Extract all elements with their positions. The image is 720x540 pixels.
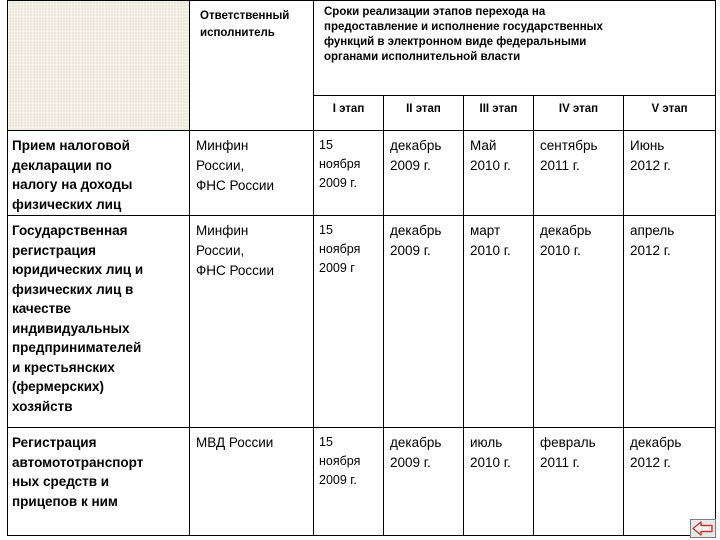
header-terms: [314, 1, 716, 96]
implementation-schedule-table: [7, 0, 716, 536]
stage-cell: [314, 428, 384, 536]
stage-line: 2009 г.: [319, 176, 357, 190]
stage-line: ноября: [319, 242, 361, 256]
table-row: [8, 216, 716, 428]
row-label-line: Государственная: [12, 223, 128, 238]
row-label-line: ных средств и: [12, 474, 110, 489]
stage-header-2: II этап: [384, 96, 464, 131]
stage-line: 2009 г.: [390, 243, 431, 258]
header-corner-cell: [8, 1, 190, 131]
row-label-line: автомототранспорт: [12, 454, 144, 470]
stage-line: декабрь: [390, 435, 442, 450]
stage-cell: [384, 428, 464, 536]
stage-line: 2009 г.: [390, 158, 431, 173]
stage-cell: [384, 131, 464, 216]
stage-line: апрель: [630, 223, 675, 238]
header-responsible-line: Ответственный: [200, 10, 290, 22]
stage-cell: [534, 428, 624, 536]
stage-cell: [314, 216, 384, 428]
stage-header-1: I этап: [314, 96, 384, 131]
stage-line: 2010 г.: [540, 243, 581, 258]
row-label-line: (фермерских): [12, 379, 105, 394]
stage-cell: [384, 216, 464, 428]
table-row: [8, 131, 716, 216]
responsible-cell: [190, 131, 314, 216]
row-label-line: физических лиц в: [12, 281, 134, 297]
stage-line: декабрь: [390, 223, 442, 238]
row-label-line: регистрация: [12, 242, 97, 258]
stage-line: 15: [319, 435, 333, 449]
row-label-line: налогу на доходы: [12, 177, 133, 192]
row-label-line: декларации по: [12, 157, 112, 173]
responsible-cell: [190, 216, 314, 428]
row-label-line: предпринимателей: [12, 340, 142, 355]
header-responsible-line: исполнитель: [200, 27, 275, 39]
stage-cell: [534, 216, 624, 428]
stage-line: ноября: [319, 157, 361, 171]
stage-line: 2012 г.: [630, 455, 671, 470]
stage-line: декабрь: [390, 138, 442, 153]
stage-line: 2011 г.: [540, 455, 580, 470]
stage-line: март: [470, 223, 501, 238]
header-responsible: [190, 1, 314, 131]
responsible-line: ФНС России: [196, 178, 275, 193]
responsible-line: России,: [196, 243, 245, 258]
row-label-line: юридических лиц и: [12, 262, 144, 277]
stage-line: февраль: [540, 435, 596, 450]
stage-line: Май: [470, 138, 497, 153]
stage-cell: [624, 216, 716, 428]
header-terms-line: органами исполнительной власти: [324, 51, 521, 63]
stage-line: 15: [319, 138, 333, 152]
header-terms-line: предоставление и исполнение государственных: [324, 21, 603, 33]
stage-line: сентябрь: [540, 138, 598, 153]
row-label-line: и крестьянских: [12, 359, 115, 375]
responsible-cell: [190, 428, 314, 536]
stage-line: декабрь: [630, 435, 682, 450]
stage-line: 15: [319, 223, 333, 237]
back-button[interactable]: [690, 519, 716, 538]
stage-header-3: III этап: [464, 96, 534, 131]
stage-cell: [464, 131, 534, 216]
row-label-line: физических лиц: [12, 196, 122, 212]
row-label-line: качестве: [12, 301, 71, 316]
row-label: [8, 428, 190, 536]
stage-line: 2012 г.: [630, 158, 671, 173]
row-label-line: прицепов к ним: [12, 493, 118, 509]
back-arrow-icon: [691, 520, 715, 537]
stage-cell: [314, 131, 384, 216]
stage-line: июль: [470, 435, 503, 450]
row-label: [8, 131, 190, 216]
stage-line: 2009 г.: [319, 473, 357, 487]
stage-cell: [624, 131, 716, 216]
responsible-line: Минфин: [196, 223, 249, 238]
stage-line: Июнь: [630, 138, 665, 153]
stage-header-5: V этап: [624, 96, 716, 131]
stage-header-4: IV этап: [534, 96, 624, 131]
stage-line: 2009 г.: [390, 455, 431, 470]
stage-line: 2012 г.: [630, 243, 671, 258]
stage-line: декабрь: [540, 223, 592, 238]
header-terms-line: функций в электронном виде федеральными: [324, 36, 587, 48]
row-label-line: индивидуальных: [12, 320, 130, 336]
stage-cell: [464, 216, 534, 428]
responsible-line: МВД России: [196, 435, 274, 450]
stage-cell: [464, 428, 534, 536]
row-label-line: хозяйств: [12, 398, 73, 414]
responsible-line: ФНС России: [196, 263, 275, 278]
row-label: [8, 216, 190, 428]
stage-line: ноября: [319, 454, 361, 468]
stage-line: 2009 г: [319, 261, 355, 275]
stage-line: 2010 г.: [470, 243, 511, 258]
responsible-line: России,: [196, 158, 245, 173]
row-label-line: Прием налоговой: [12, 138, 130, 153]
header-terms-line: Сроки реализации этапов перехода на: [324, 6, 546, 18]
stage-line: 2010 г.: [470, 455, 511, 470]
table-row: [8, 428, 716, 536]
stage-line: 2010 г.: [470, 158, 511, 173]
stage-cell: [534, 131, 624, 216]
row-label-line: Регистрация: [12, 435, 97, 450]
responsible-line: Минфин: [196, 138, 249, 153]
stage-line: 2011 г.: [540, 158, 580, 173]
